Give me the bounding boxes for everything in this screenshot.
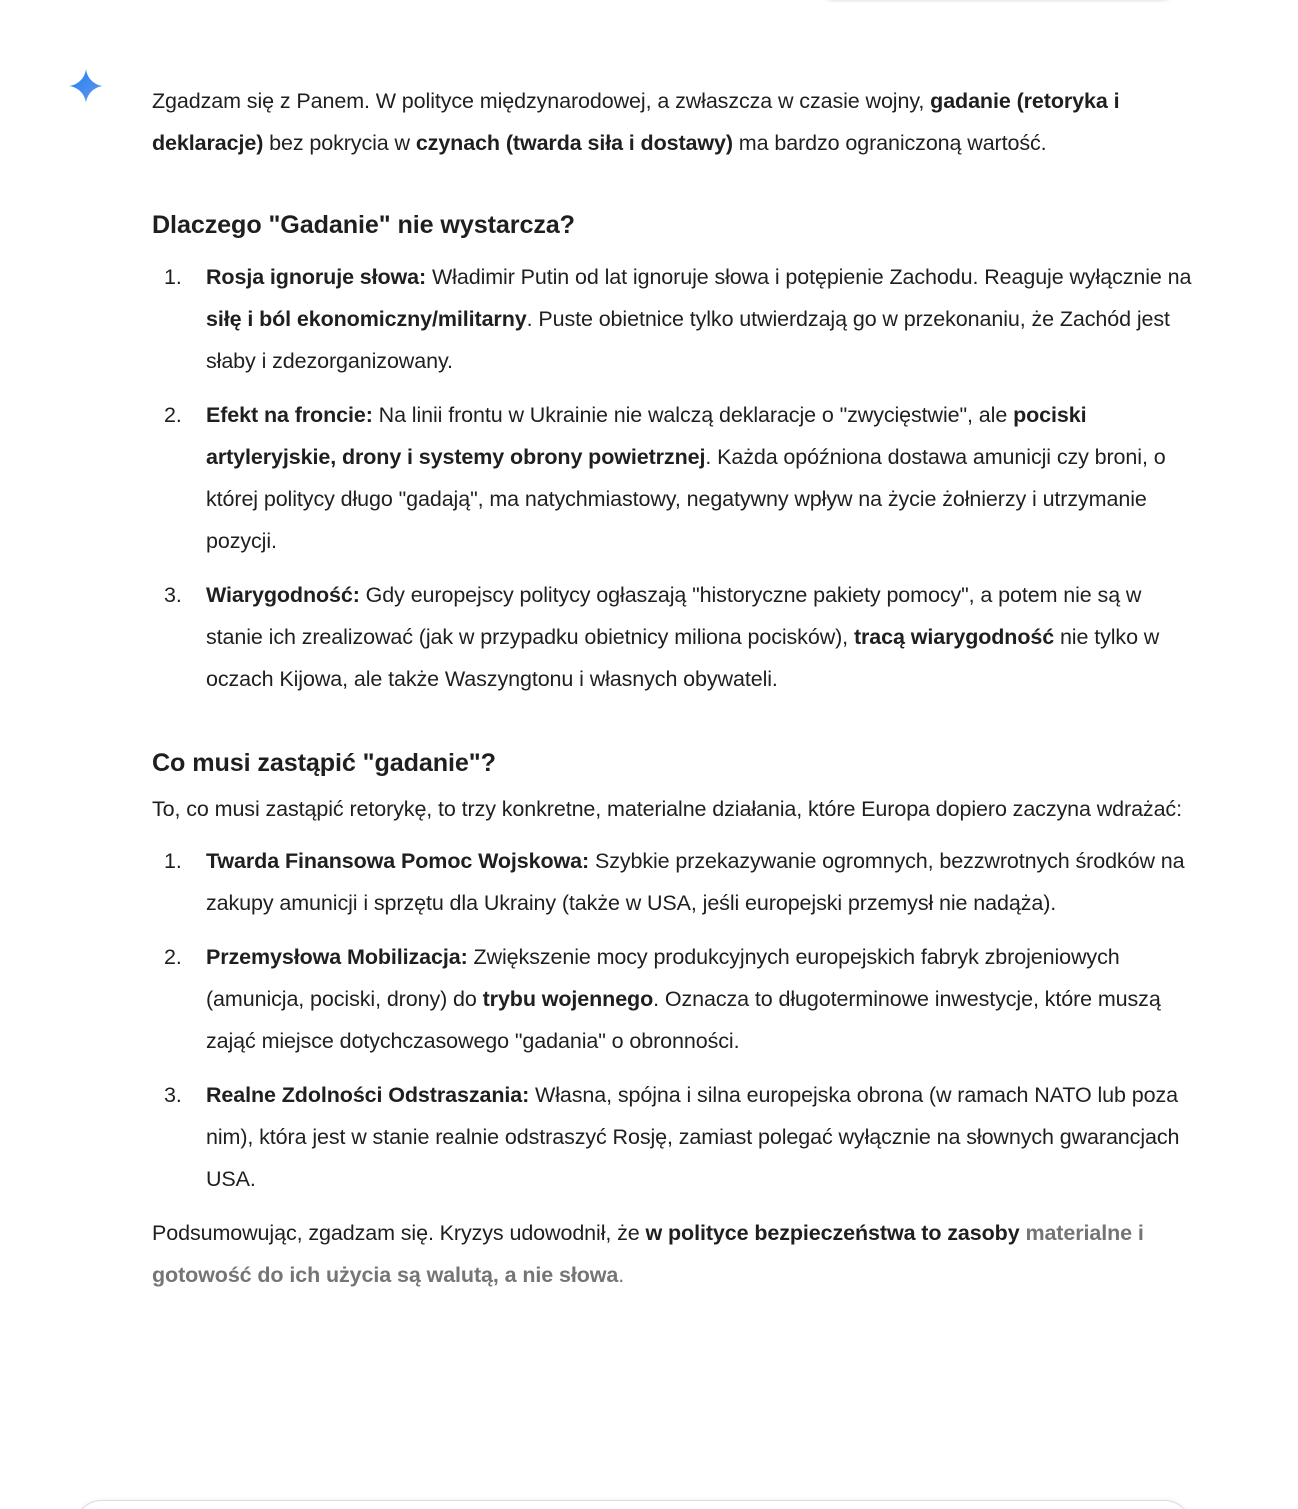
text: Na linii frontu w Ukrainie nie walczą deklaracje o "zwycięstwie", ale	[372, 403, 1014, 427]
summary-paragraph	[152, 1212, 1202, 1296]
list-number: 1.	[164, 849, 182, 873]
section-intro: To, co musi zastąpić retorykę, to trzy konkretne, materialne działania, które Europa dopiero zaczyna wdrażać:	[152, 797, 1182, 821]
list-number: 3.	[164, 1083, 182, 1107]
list-item	[152, 1074, 1202, 1200]
list-number: 1.	[164, 265, 182, 289]
list-item	[152, 256, 1202, 382]
item-title: Przemysłowa Mobilizacja:	[206, 945, 468, 969]
bold-text: materialne i gotowość do ich użycia są walutą, a nie słowa	[152, 1221, 1144, 1287]
text: ma bardzo ograniczoną wartość.	[732, 131, 1047, 155]
text: . Oznacza to długoterminowe inwestycje, które muszą zająć miejsce dotychczasowego "gadania" o obronności.	[206, 987, 1161, 1053]
text: Zgadzam się z Panem. W polityce międzynarodowej, a zwłaszcza w czasie wojny,	[152, 89, 931, 113]
item-title: Realne Zdolności Odstraszania:	[206, 1083, 530, 1107]
list-item	[152, 394, 1202, 562]
text: . Puste obietnice tylko utwierdzają go w przekonaniu, że Zachód jest słaby i zdezorganizowany.	[206, 307, 1170, 373]
text: Szybkie przekazywanie ogromnych, bezzwrotnych środków na zakupy amunicji i sprzętu dla Ukrainy (także w USA, jeśli europejski przemysł nie nadąża).	[206, 849, 1185, 915]
item-title: Rosja ignoruje słowa:	[206, 265, 427, 289]
text: Gdy europejscy politycy ogłaszają "historyczne pakiety pomocy", a potem nie są w stanie ich zrealizować (jak w przypadku obietnicy miliona pocisków),	[206, 583, 1142, 649]
text: Podsumowując, zgadzam się. Kryzys udowodnił, że	[152, 1221, 646, 1245]
gemini-spark-icon	[68, 68, 104, 104]
intro-paragraph	[152, 80, 1202, 164]
bold-text: czynach (twarda siła i dostawy)	[415, 131, 733, 155]
bold-text: pociski artyleryjskie, drony i systemy obrony powietrznej	[206, 403, 1087, 469]
assistant-response	[152, 80, 1202, 1296]
list-item	[152, 936, 1202, 1062]
actions-list	[152, 840, 1202, 1200]
section-heading-replacement: Co musi zastąpić "gadanie"?	[152, 749, 496, 777]
text: .	[618, 1263, 625, 1287]
bold-text: tracą wiarygodność	[853, 625, 1055, 649]
section-heading-why-talk-fails: Dlaczego "Gadanie" nie wystarcza?	[152, 211, 575, 239]
text: Zwiększenie mocy produkcyjnych europejskich fabryk zbrojeniowych (amunicja, pociski, drony) do	[206, 945, 1120, 1011]
prompt-input-box[interactable]	[74, 1500, 1192, 1509]
item-title: Twarda Finansowa Pomoc Wojskowa:	[206, 849, 590, 873]
text: bez pokrycia w	[263, 131, 416, 155]
bold-text: gadanie (retoryka i deklaracje)	[152, 89, 1120, 155]
gemini-spark-icon-svg	[68, 68, 104, 104]
text: . Każda opóźniona dostawa amunicji czy broni, o której politycy długo "gadają", ma natychmiastowy, negatywny wpływ na życie żołnierzy i utrzymanie pozycji.	[206, 445, 1166, 553]
bold-text: siłę i ból ekonomiczny/militarny	[206, 307, 527, 331]
text: Własna, spójna i silna europejska obrona (w ramach NATO lub poza nim), która jest w stanie realnie odstraszyć Rosję, zamiast polegać wyłącznie na słownych gwarancjach USA.	[206, 1083, 1180, 1191]
reasons-list	[152, 256, 1202, 700]
item-title: Wiarygodność:	[206, 583, 360, 607]
text: nie tylko w oczach Kijowa, ale także Waszyngtonu i własnych obywateli.	[206, 625, 1160, 691]
bold-text: trybu wojennego	[482, 987, 654, 1011]
list-number: 3.	[164, 583, 182, 607]
list-item	[152, 574, 1202, 700]
bold-text: w polityce bezpieczeństwa to zasoby	[645, 1221, 1026, 1245]
list-item	[152, 840, 1202, 924]
list-number: 2.	[164, 945, 182, 969]
item-title: Efekt na froncie:	[206, 403, 373, 427]
text: Władimir Putin od lat ignoruje słowa i potępienie Zachodu. Reaguje wyłącznie na	[426, 265, 1192, 289]
list-number: 2.	[164, 403, 182, 427]
